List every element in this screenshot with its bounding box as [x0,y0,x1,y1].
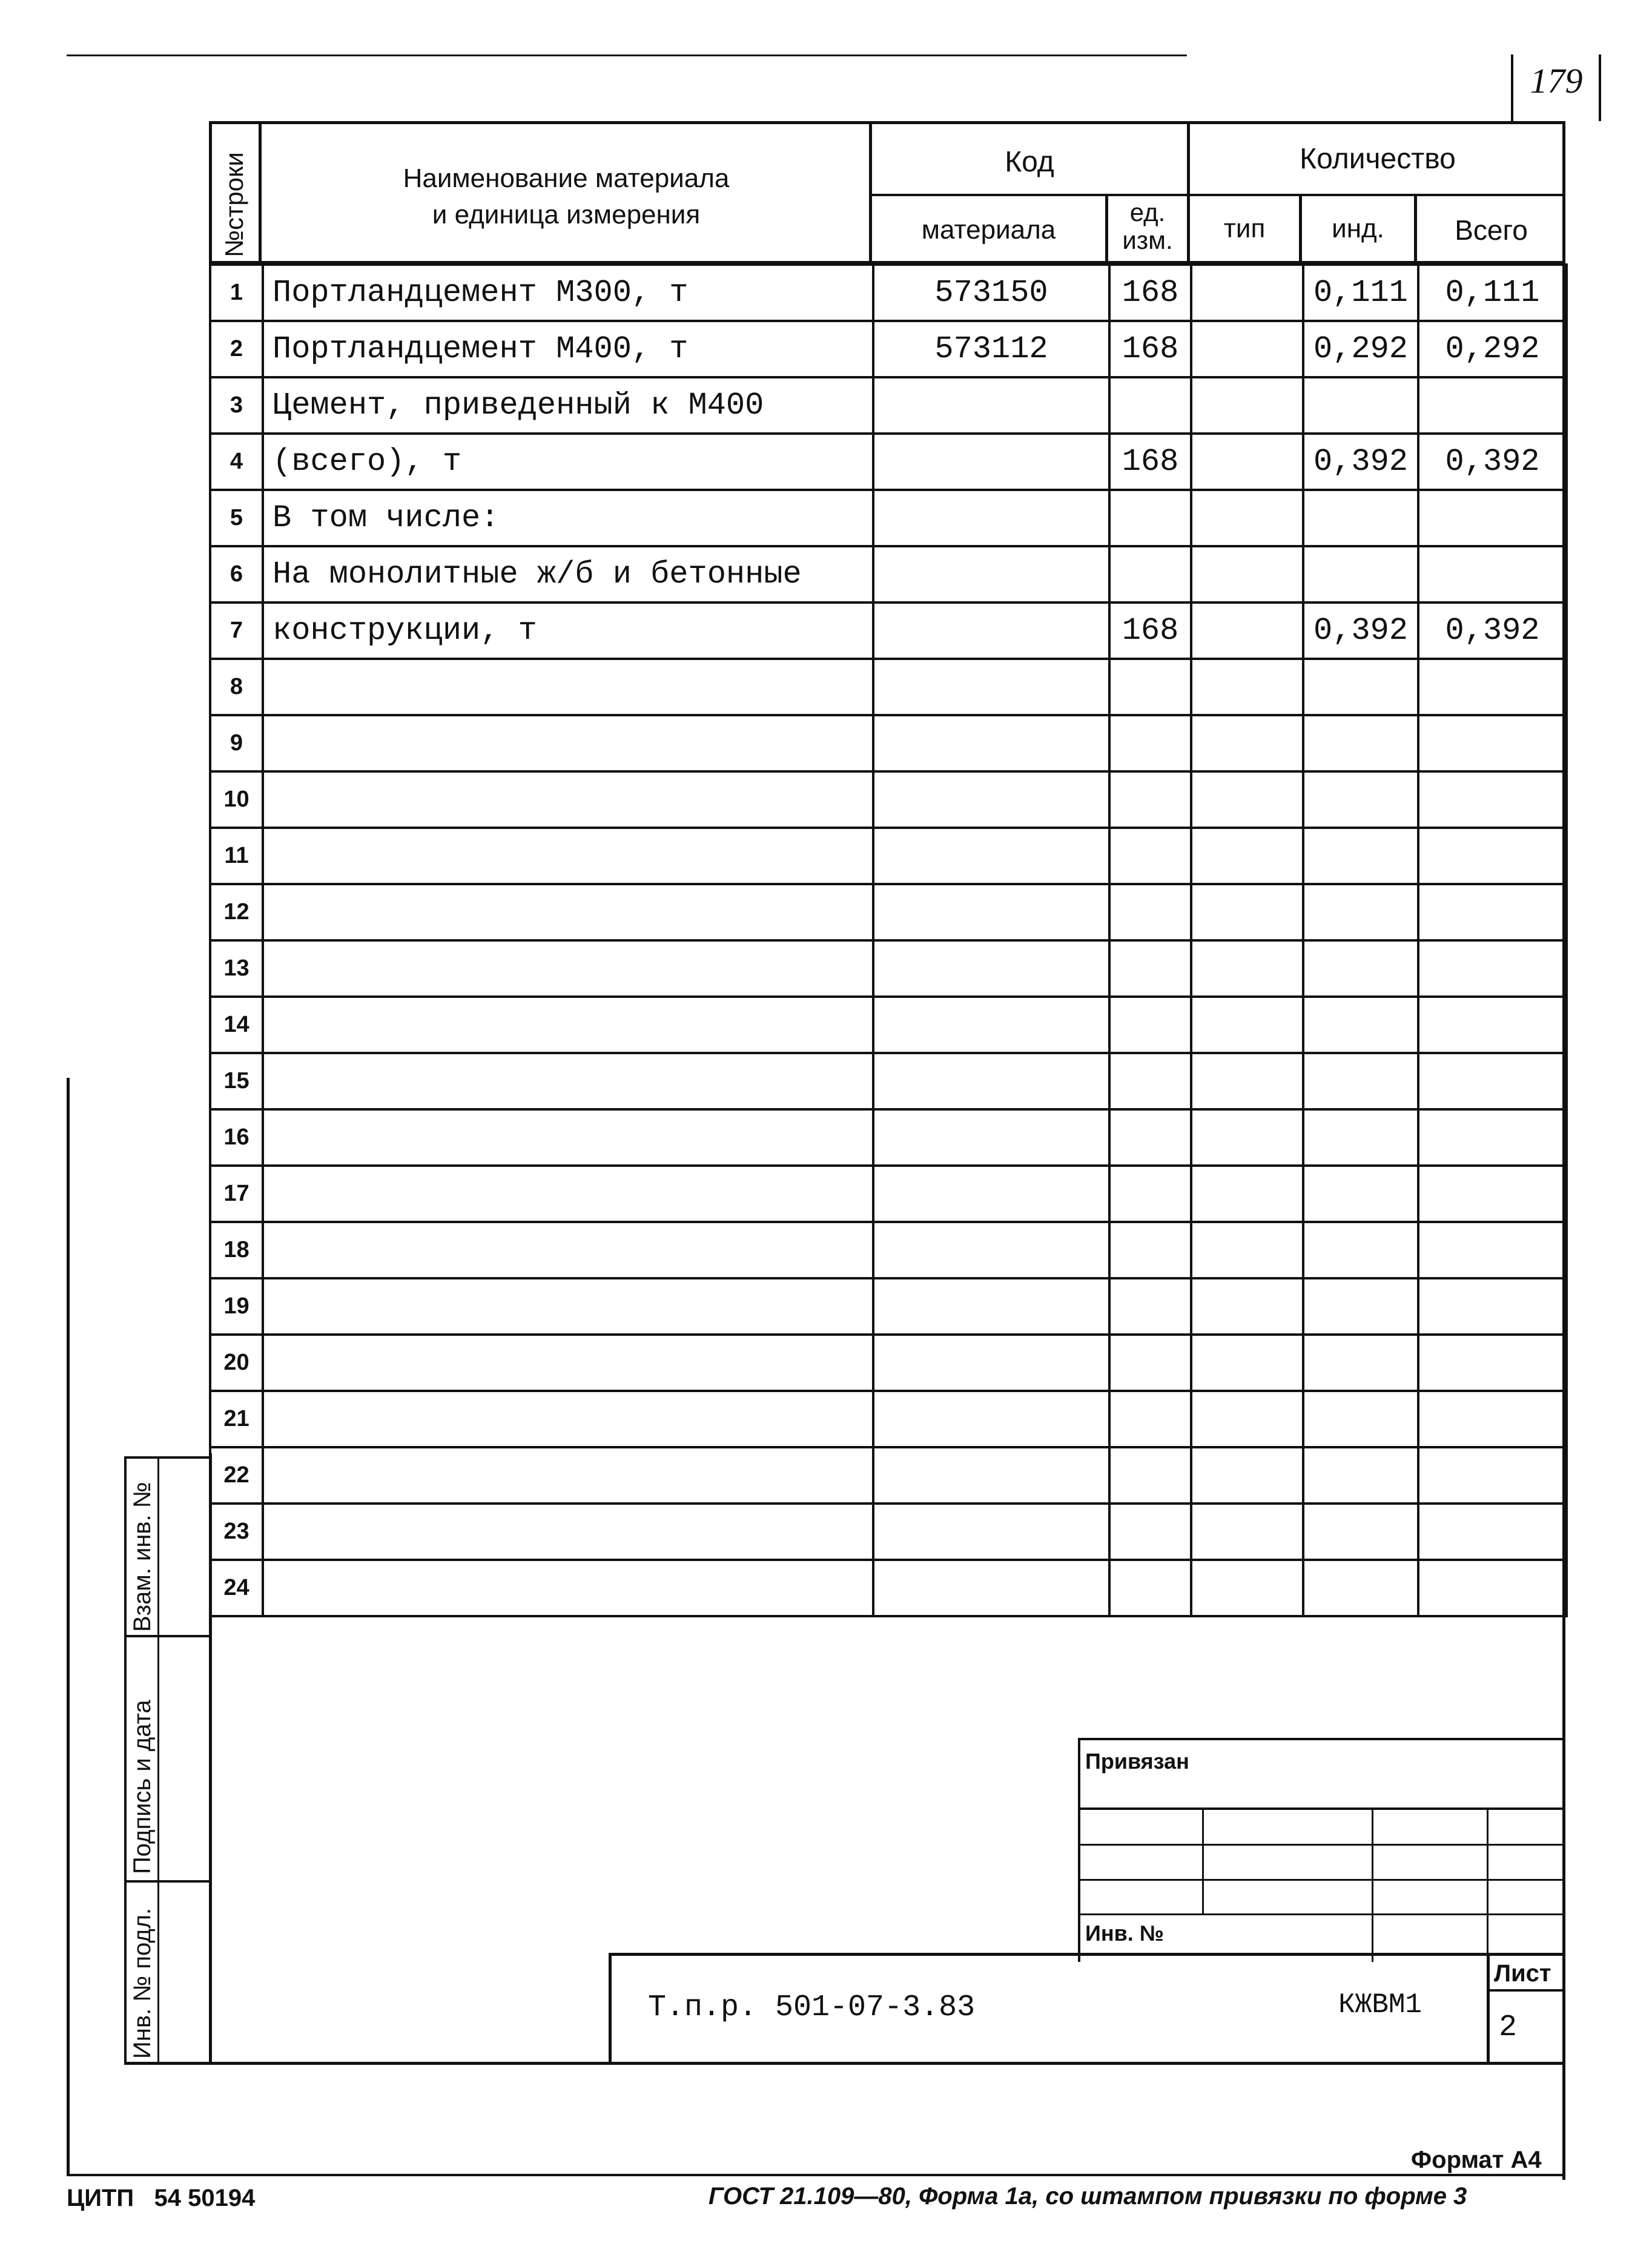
material-code [873,546,1109,602]
unit-code [1109,1447,1191,1504]
material-name: Цемент, приведенный к М400 [263,377,873,434]
qty-total [1418,1335,1567,1391]
row-number: 18 [210,1222,263,1278]
qty-ind [1303,771,1418,828]
qty-total: 0,111 [1418,265,1567,321]
unit-code [1109,1222,1191,1278]
unit-code [1109,828,1191,884]
row-number: 20 [210,1335,263,1391]
table-row [210,884,1567,940]
qty-ind [1303,377,1418,434]
qty-total [1418,377,1567,434]
qty-type [1191,1560,1303,1616]
table-row [210,1278,1567,1335]
table-row [210,1504,1567,1560]
material-name: В том числе: [263,490,873,546]
material-name [263,1447,873,1504]
material-name [263,940,873,997]
unit-code [1109,659,1191,715]
table-row [210,602,1567,659]
table-row [210,321,1567,377]
material-code [873,1335,1109,1391]
material-name [263,828,873,884]
unit-code: 168 [1109,265,1191,321]
material-name [263,1166,873,1222]
qty-ind [1303,1447,1418,1504]
qty-total [1418,490,1567,546]
unit-code [1109,1166,1191,1222]
page-number-box-left [1511,54,1513,121]
qty-total [1418,884,1567,940]
qty-total [1418,1222,1567,1278]
qty-ind [1303,1504,1418,1560]
frame-left [67,1078,70,2174]
table-row [210,490,1567,546]
material-name [263,1222,873,1278]
qty-ind-header: инд. [1332,214,1384,243]
qty-total [1418,1391,1567,1447]
qty-ind [1303,1166,1418,1222]
row-number: 10 [210,771,263,828]
row-number: 17 [210,1166,263,1222]
material-name [263,1278,873,1335]
material-name [263,715,873,771]
qty-ind: 0,392 [1303,602,1418,659]
sheet-label: Лист [1494,1960,1551,1987]
row-number: 2 [210,321,263,377]
qty-total [1418,1560,1567,1616]
material-code [873,377,1109,434]
row-number: 16 [210,1109,263,1166]
material-code: 573150 [873,265,1109,321]
qty-type [1191,1335,1303,1391]
unit-code: 168 [1109,602,1191,659]
attached-label: Привязан [1085,1749,1189,1774]
qty-type [1191,884,1303,940]
qty-ind [1303,940,1418,997]
material-code [873,1053,1109,1109]
table-row [210,828,1567,884]
qty-total [1418,659,1567,715]
material-code [873,1447,1109,1504]
row-number: 12 [210,884,263,940]
row-number: 8 [210,659,263,715]
hdr-line-1 [209,124,212,263]
unit-code: 168 [1109,321,1191,377]
row-number: 5 [210,490,263,546]
qty-total-header: Всего [1455,214,1528,246]
qty-type [1191,997,1303,1053]
qty-type [1191,602,1303,659]
code-unit-header-1: ед. [1129,198,1166,226]
name-header-line1: Наименование материала [403,163,730,193]
qty-type [1191,490,1303,546]
unit-code [1109,1391,1191,1447]
side-stamp [124,1456,209,2065]
row-number: 14 [210,997,263,1053]
material-code [873,659,1109,715]
unit-code [1109,1109,1191,1166]
name-header-line2: и единица измерения [432,200,701,229]
qty-group-header: Количество [1300,143,1456,175]
row-number: 9 [210,715,263,771]
qty-total [1418,997,1567,1053]
material-code [873,828,1109,884]
material-name [263,659,873,715]
qty-type [1191,377,1303,434]
title-block [609,1953,1565,2065]
page-number-box-right [1599,54,1601,121]
table-row [210,1109,1567,1166]
qty-total [1418,1166,1567,1222]
footer-gost: ГОСТ 21.109—80, Форма 1а, со штампом привязки по форме 3 [709,2183,1467,2210]
qty-total [1418,715,1567,771]
material-code [873,771,1109,828]
code-material-header: материала [921,215,1056,245]
material-code [873,1560,1109,1616]
qty-type [1191,940,1303,997]
unit-code [1109,1504,1191,1560]
material-code: 573112 [873,321,1109,377]
unit-code [1109,1560,1191,1616]
material-name: Портландцемент М300, т [263,265,873,321]
qty-total [1418,1053,1567,1109]
row-number: 4 [210,434,263,490]
qty-ind: 0,392 [1303,434,1418,490]
code-unit-header-2: изм. [1122,226,1173,254]
inv-no-label: Инв. № [1085,1921,1164,1946]
material-name [263,1335,873,1391]
material-name [263,1560,873,1616]
row-number: 23 [210,1504,263,1560]
hdr-line-mid [869,194,1565,196]
table-row [210,1447,1567,1504]
qty-ind [1303,1278,1418,1335]
row-number: 7 [210,602,263,659]
attached-stamp [1078,1738,1565,1962]
row-no-header: №строки [220,152,248,257]
qty-ind [1303,997,1418,1053]
unit-code [1109,490,1191,546]
unit-code [1109,997,1191,1053]
qty-total [1418,546,1567,602]
qty-type [1191,546,1303,602]
material-code [873,602,1109,659]
qty-total [1418,1278,1567,1335]
qty-ind [1303,490,1418,546]
qty-ind [1303,1560,1418,1616]
table-row [210,434,1567,490]
qty-type [1191,321,1303,377]
material-code [873,884,1109,940]
row-number: 19 [210,1278,263,1335]
qty-total: 0,292 [1418,321,1567,377]
unit-code: 168 [1109,434,1191,490]
table-row [210,771,1567,828]
row-number: 24 [210,1560,263,1616]
table-row [210,1560,1567,1616]
row-number: 11 [210,828,263,884]
material-code [873,1109,1109,1166]
row-number: 22 [210,1447,263,1504]
unit-code [1109,884,1191,940]
qty-type [1191,1109,1303,1166]
qty-ind [1303,1109,1418,1166]
qty-ind: 0,292 [1303,321,1418,377]
material-code [873,1166,1109,1222]
material-name [263,1504,873,1560]
unit-code [1109,377,1191,434]
qty-ind [1303,1335,1418,1391]
qty-ind [1303,1222,1418,1278]
qty-type [1191,771,1303,828]
table-row [210,1335,1567,1391]
material-code [873,1222,1109,1278]
table-row [210,997,1567,1053]
qty-type [1191,828,1303,884]
qty-total [1418,1504,1567,1560]
qty-type [1191,1391,1303,1447]
qty-ind [1303,1391,1418,1447]
material-name: (всего), т [263,434,873,490]
table-row [210,546,1567,602]
qty-ind [1303,1053,1418,1109]
qty-type [1191,1053,1303,1109]
unit-code [1109,1278,1191,1335]
row-number: 21 [210,1391,263,1447]
material-code [873,1504,1109,1560]
material-name [263,771,873,828]
qty-ind [1303,884,1418,940]
qty-type-header: тип [1223,214,1266,243]
materials-table [209,263,1568,1617]
qty-type [1191,1166,1303,1222]
material-code [873,490,1109,546]
material-name: конструкции, т [263,602,873,659]
doc-code: Т.п.р. 501-07-3.83 [648,1990,976,2025]
qty-total [1418,771,1567,828]
material-name [263,1053,873,1109]
sheet-number: 2 [1499,2010,1518,2045]
qty-type [1191,1222,1303,1278]
row-number: 3 [210,377,263,434]
material-code [873,1278,1109,1335]
top-rule [67,54,1187,56]
unit-code [1109,546,1191,602]
qty-ind: 0,111 [1303,265,1418,321]
doc-mark: КЖВМ1 [1338,1989,1422,2021]
material-code [873,1391,1109,1447]
table-row [210,1053,1567,1109]
material-name: На монолитные ж/б и бетонные [263,546,873,602]
page-number: 179 [1530,61,1583,101]
material-name: Портландцемент М400, т [263,321,873,377]
qty-total: 0,392 [1418,434,1567,490]
qty-total [1418,940,1567,997]
page-bottom-rule [67,2174,1565,2176]
row-number: 15 [210,1053,263,1109]
table-header [209,124,1565,263]
unit-code [1109,715,1191,771]
material-name [263,1109,873,1166]
replaced-inv-label: Взам. инв. № [129,1482,156,1632]
unit-code [1109,771,1191,828]
qty-total [1418,1447,1567,1504]
qty-type [1191,659,1303,715]
code-group-header: Код [1005,146,1054,178]
qty-ind [1303,546,1418,602]
qty-total [1418,1109,1567,1166]
table-row [210,1222,1567,1278]
footer-left: ЦИТП 54 50194 [67,2185,256,2211]
material-name [263,1391,873,1447]
material-code [873,715,1109,771]
qty-type [1191,715,1303,771]
qty-type [1191,434,1303,490]
unit-code [1109,1335,1191,1391]
table-row [210,1166,1567,1222]
qty-type [1191,1278,1303,1335]
material-code [873,997,1109,1053]
qty-type [1191,265,1303,321]
qty-ind [1303,828,1418,884]
table-row [210,1391,1567,1447]
material-code [873,434,1109,490]
table-row [210,659,1567,715]
row-number: 6 [210,546,263,602]
material-name [263,997,873,1053]
hdr-line-2 [259,124,262,263]
qty-type [1191,1447,1303,1504]
unit-code [1109,940,1191,997]
qty-type [1191,1504,1303,1560]
format-label: Формат А4 [1411,2147,1542,2173]
table-row [210,265,1567,321]
table-row [210,715,1567,771]
material-code [873,940,1109,997]
qty-total [1418,828,1567,884]
table-row [210,940,1567,997]
qty-total: 0,392 [1418,602,1567,659]
qty-ind [1303,715,1418,771]
table-row [210,377,1567,434]
inv-orig-label: Инв. № подл. [129,1907,156,2059]
sign-date-label: Подпись и дата [129,1700,156,1874]
unit-code [1109,1053,1191,1109]
row-number: 13 [210,940,263,997]
row-number: 1 [210,265,263,321]
material-name [263,884,873,940]
qty-ind [1303,659,1418,715]
